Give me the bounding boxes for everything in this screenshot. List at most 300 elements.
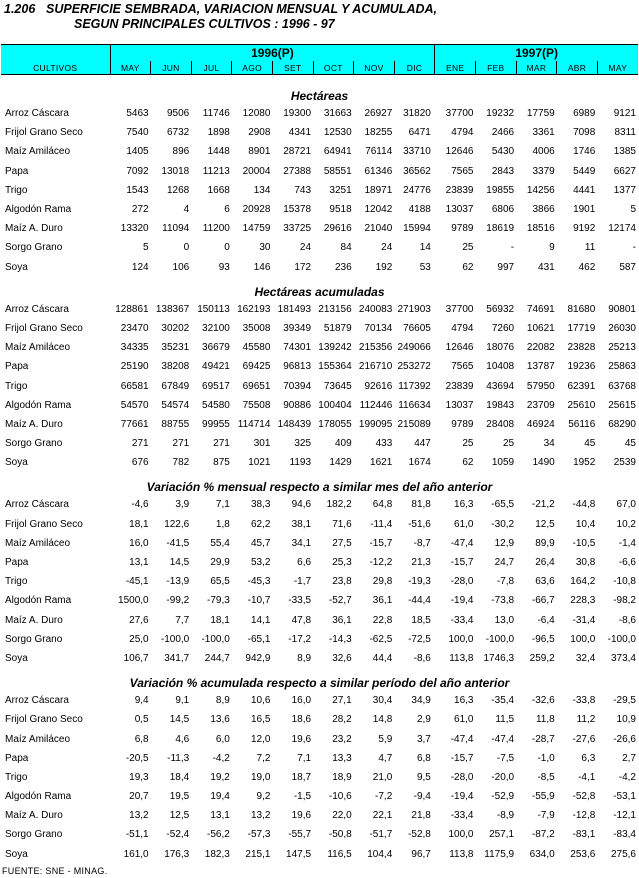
value-cell: 181493 <box>277 303 312 315</box>
value-cell: 0 <box>183 242 190 254</box>
value-cell: 15994 <box>403 223 431 235</box>
value-cell: 39349 <box>283 322 312 334</box>
value-cell: 5 <box>630 204 636 216</box>
value-cell: 64,8 <box>372 499 393 511</box>
month-header-5: OCT <box>313 61 354 75</box>
value-cell: 12646 <box>445 342 474 354</box>
crop-label: Arroz Cáscara <box>5 108 69 120</box>
value-cell: 96813 <box>283 361 312 373</box>
table-row <box>1 319 638 338</box>
value-cell: 56116 <box>568 418 596 430</box>
table-row <box>1 611 638 630</box>
month-header-4: SET <box>272 61 313 75</box>
value-cell: 18,1 <box>210 614 230 626</box>
crop-label: Frijol Grano Seco <box>5 518 83 530</box>
value-cell: -10,7 <box>247 595 271 607</box>
value-cell: -11,4 <box>370 518 393 530</box>
value-cell: 18255 <box>364 127 393 139</box>
month-header-0: MAY <box>110 61 151 75</box>
crop-label: Trigo <box>5 576 28 588</box>
value-cell: 18971 <box>364 184 393 196</box>
crop-label: Soya <box>5 652 28 664</box>
value-cell: 63768 <box>608 380 636 392</box>
table-row <box>1 515 638 534</box>
value-cell: 29,8 <box>372 576 393 588</box>
crop-label: Trigo <box>5 184 28 196</box>
value-cell: 88755 <box>161 418 190 430</box>
value-cell: 55,4 <box>210 537 230 549</box>
value-cell: 24776 <box>403 184 431 196</box>
value-cell: 19232 <box>486 108 515 120</box>
value-cell: -56,2 <box>207 829 230 841</box>
value-cell: -47,4 <box>450 733 474 745</box>
value-cell: 93 <box>218 261 230 273</box>
value-cell: 96,7 <box>411 848 431 860</box>
value-cell: -73,8 <box>491 595 515 607</box>
value-cell: 90801 <box>608 303 636 315</box>
value-cell: -15,7 <box>369 537 393 549</box>
value-cell: 1898 <box>207 127 230 139</box>
value-cell: 272 <box>131 204 149 216</box>
value-cell: 1490 <box>532 457 555 469</box>
value-cell: 5 <box>143 242 149 254</box>
value-cell: 31663 <box>323 108 352 120</box>
value-cell: 150113 <box>197 303 230 315</box>
value-cell: 14 <box>419 242 431 254</box>
month-header-12: MAY <box>597 61 638 75</box>
value-cell: 23828 <box>567 342 596 354</box>
value-cell: 49421 <box>202 361 230 373</box>
crop-label: Algodón Rama <box>5 399 72 411</box>
value-cell: 244,7 <box>204 652 230 664</box>
value-cell: 66581 <box>120 380 149 392</box>
value-cell: 2466 <box>491 127 515 139</box>
value-cell: 8,9 <box>215 695 230 707</box>
value-cell: 76114 <box>365 146 393 158</box>
value-cell: -33,8 <box>572 695 596 707</box>
value-cell: 45 <box>584 438 596 450</box>
value-cell: 3251 <box>329 184 352 196</box>
value-cell: 7565 <box>451 165 474 177</box>
value-cell: 19,2 <box>210 771 230 783</box>
value-cell: 27388 <box>283 165 312 177</box>
value-cell: -62,5 <box>369 633 393 645</box>
value-cell: 11,5 <box>495 714 515 726</box>
value-cell: 182,2 <box>326 499 352 511</box>
value-cell: 17719 <box>567 322 596 334</box>
value-cell: 2843 <box>491 165 515 177</box>
crop-label: Maíz A. Duro <box>5 223 63 235</box>
value-cell: -9,4 <box>413 791 431 803</box>
value-cell: 148439 <box>277 418 312 430</box>
value-cell: 409 <box>334 438 352 450</box>
value-cell: 215,1 <box>245 848 271 860</box>
value-cell: 57950 <box>526 380 555 392</box>
value-cell: 9789 <box>451 418 474 430</box>
table-row <box>1 691 638 710</box>
table-row <box>1 415 638 434</box>
value-cell: 9518 <box>329 204 352 216</box>
value-cell: 128861 <box>115 303 149 315</box>
value-cell: 4341 <box>288 127 312 139</box>
value-cell: 155364 <box>318 361 352 373</box>
value-cell: 100404 <box>318 399 352 411</box>
value-cell: 9192 <box>573 223 596 235</box>
value-cell: 27,6 <box>129 614 149 626</box>
value-cell: 37700 <box>445 108 474 120</box>
value-cell: 12042 <box>364 204 393 216</box>
value-cell: -65,5 <box>491 499 515 511</box>
value-cell: 1175,9 <box>484 848 515 860</box>
value-cell: 139242 <box>318 342 352 354</box>
value-cell: 216710 <box>358 361 393 373</box>
value-cell: 1059 <box>491 457 515 469</box>
value-cell: -52,8 <box>572 791 596 803</box>
crop-label: Papa <box>5 752 29 764</box>
value-cell: -33,5 <box>288 595 312 607</box>
value-cell: 10,4 <box>575 518 596 530</box>
table-row <box>1 825 638 844</box>
value-cell: 56932 <box>486 303 515 315</box>
value-cell: 1448 <box>207 146 230 158</box>
value-cell: 5449 <box>573 165 596 177</box>
table-row <box>1 200 638 219</box>
value-cell: 19855 <box>486 184 515 196</box>
table-row <box>1 162 638 181</box>
table-row <box>1 630 638 649</box>
value-cell: 12080 <box>242 108 271 120</box>
value-cell: 7092 <box>126 165 149 177</box>
value-cell: 1,8 <box>215 518 230 530</box>
value-cell: 743 <box>294 184 312 196</box>
value-cell: 34 <box>543 438 555 450</box>
crop-label: Frijol Grano Seco <box>5 714 83 726</box>
value-cell: 13,1 <box>210 810 230 822</box>
crop-label: Trigo <box>5 771 28 783</box>
value-cell: 24 <box>381 242 393 254</box>
value-cell: 19843 <box>486 399 515 411</box>
value-cell: -51,7 <box>369 829 393 841</box>
value-cell: 62391 <box>567 380 596 392</box>
value-cell: -99,2 <box>166 595 190 607</box>
value-cell: 896 <box>172 146 190 158</box>
value-cell: 0,5 <box>134 714 149 726</box>
value-cell: 10621 <box>526 322 555 334</box>
value-cell: 63,6 <box>535 576 555 588</box>
title-line-2: SEGUN PRINCIPALES CULTIVOS : 1996 - 97 <box>74 17 335 31</box>
value-cell: -12,2 <box>369 557 393 569</box>
value-cell: 25610 <box>567 399 596 411</box>
value-cell: 19,6 <box>291 733 312 745</box>
value-cell: 325 <box>294 438 312 450</box>
value-cell: 117392 <box>398 380 431 392</box>
value-cell: 25615 <box>608 399 636 411</box>
value-cell: 9 <box>549 242 555 254</box>
year-header-row <box>1 45 638 62</box>
value-cell: 3361 <box>532 127 555 139</box>
value-cell: 70134 <box>364 322 393 334</box>
value-cell: 11200 <box>202 223 230 235</box>
value-cell: 23470 <box>120 322 149 334</box>
value-cell: 12,5 <box>535 518 555 530</box>
value-cell: -1,5 <box>293 791 312 803</box>
value-cell: 23839 <box>445 184 474 196</box>
value-cell: 2,7 <box>622 752 636 764</box>
value-cell: 4006 <box>532 146 555 158</box>
value-cell: 33710 <box>403 146 431 158</box>
value-cell: -28,7 <box>531 733 555 745</box>
value-cell: 28408 <box>486 418 515 430</box>
section-header <box>1 277 638 300</box>
table-row <box>1 553 638 572</box>
value-cell: 1668 <box>207 184 230 196</box>
value-cell: 7,7 <box>175 614 190 626</box>
value-cell: 92616 <box>364 380 393 392</box>
table-row <box>1 710 638 729</box>
value-cell: 47,8 <box>291 614 312 626</box>
value-cell: -100,0 <box>485 633 515 645</box>
value-cell: 89,9 <box>535 537 555 549</box>
value-cell: 8311 <box>614 127 636 139</box>
value-cell: 24 <box>299 242 312 254</box>
crop-column-header: CULTIVOS <box>1 61 110 75</box>
value-cell: 9,2 <box>256 791 271 803</box>
value-cell: 3379 <box>532 165 555 177</box>
value-cell: 58551 <box>323 165 352 177</box>
table-row <box>1 181 638 200</box>
value-cell: 4794 <box>451 127 474 139</box>
crop-label: Papa <box>5 165 29 177</box>
table-row <box>1 495 638 514</box>
value-cell: 106,7 <box>123 652 149 664</box>
value-cell: 28721 <box>283 146 312 158</box>
value-cell: -33,4 <box>450 810 474 822</box>
value-cell: 36,1 <box>332 614 352 626</box>
value-cell: 13787 <box>526 361 555 373</box>
table-row <box>1 749 638 768</box>
value-cell: 1268 <box>166 184 190 196</box>
value-cell: 341,7 <box>164 652 190 664</box>
value-cell: 34335 <box>120 342 149 354</box>
value-cell: -17,2 <box>288 633 312 645</box>
value-cell: 271 <box>213 438 230 450</box>
value-cell: 249066 <box>397 342 431 354</box>
value-cell: 1901 <box>573 204 596 216</box>
value-cell: 70394 <box>283 380 312 392</box>
value-cell: 19,3 <box>129 771 149 783</box>
value-cell: 1377 <box>613 184 636 196</box>
value-cell: 90886 <box>283 399 312 411</box>
value-cell: 215356 <box>358 342 393 354</box>
crop-label: Arroz Cáscara <box>5 695 69 707</box>
value-cell: 275,6 <box>610 848 636 860</box>
value-cell: 1746,3 <box>483 652 515 664</box>
value-cell: 18,6 <box>291 714 312 726</box>
value-cell: -19,4 <box>450 791 474 803</box>
value-cell: 124 <box>131 261 149 273</box>
value-cell: -31,4 <box>572 614 596 626</box>
value-cell: 45580 <box>242 342 271 354</box>
value-cell: -7,9 <box>537 810 555 822</box>
month-header-3: AGO <box>232 61 273 75</box>
section-header <box>1 668 638 691</box>
value-cell: 26,4 <box>535 557 555 569</box>
value-cell: 253,6 <box>570 848 596 860</box>
table-row <box>1 649 638 668</box>
crop-label: Algodón Rama <box>5 595 72 607</box>
value-cell: 6,0 <box>215 733 230 745</box>
section-header <box>1 472 638 495</box>
value-cell: 18076 <box>486 342 515 354</box>
value-cell: 51879 <box>323 322 352 334</box>
year-1996-header: 1996(P) <box>110 45 435 62</box>
value-cell: 35231 <box>161 342 190 354</box>
value-cell: -51,6 <box>408 518 431 530</box>
value-cell: 782 <box>172 457 190 469</box>
value-cell: 27,5 <box>332 537 352 549</box>
value-cell: 5430 <box>491 146 515 158</box>
value-cell: 30,4 <box>372 695 393 707</box>
table-row <box>1 434 638 453</box>
table-row <box>1 219 638 238</box>
value-cell: -12,1 <box>613 810 636 822</box>
value-cell: -98,2 <box>613 595 636 607</box>
value-cell: -19,3 <box>408 576 431 588</box>
crop-table <box>1 44 638 864</box>
value-cell: 14,1 <box>250 614 271 626</box>
value-cell: 25 <box>502 438 515 450</box>
value-cell: 16,5 <box>250 714 271 726</box>
value-cell: 106 <box>172 261 190 273</box>
value-cell: 2,9 <box>416 714 431 726</box>
table-body <box>1 75 638 864</box>
value-cell: 23,8 <box>332 576 352 588</box>
crop-label: Frijol Grano Seco <box>5 127 83 139</box>
value-cell: 271 <box>172 438 190 450</box>
document-title <box>4 2 437 17</box>
table-row <box>1 845 638 864</box>
value-cell: -6,6 <box>618 557 636 569</box>
value-cell: 1952 <box>573 457 596 469</box>
value-cell: -44,4 <box>408 595 431 607</box>
value-cell: 36,1 <box>372 595 393 607</box>
crop-label: Maíz A. Duro <box>5 418 63 430</box>
table-row <box>1 258 638 277</box>
value-cell: 54574 <box>161 399 190 411</box>
value-cell: 19,0 <box>250 771 271 783</box>
value-cell: 18,5 <box>411 614 431 626</box>
value-cell: 11213 <box>202 165 230 177</box>
crop-label: Trigo <box>5 380 28 392</box>
value-cell: 253272 <box>397 361 431 373</box>
value-cell: 11 <box>584 242 596 254</box>
value-cell: 2908 <box>248 127 271 139</box>
value-cell: 1674 <box>408 457 431 469</box>
value-cell: -100,0 <box>160 633 190 645</box>
value-cell: 116,5 <box>327 848 352 860</box>
value-cell: 1543 <box>126 184 149 196</box>
section-title: Variación % acumulada respecto a similar período del año anterior <box>129 676 510 691</box>
value-cell: -52,9 <box>491 791 515 803</box>
crop-label: Papa <box>5 557 29 569</box>
value-cell: 14256 <box>526 184 555 196</box>
value-cell: 13018 <box>161 165 190 177</box>
value-cell: -8,6 <box>618 614 636 626</box>
value-cell: 61,0 <box>454 518 474 530</box>
value-cell: 21,3 <box>411 557 431 569</box>
value-cell: -51,1 <box>125 829 149 841</box>
section-title: Hectáreas <box>290 89 349 103</box>
value-cell: - <box>510 242 515 254</box>
value-cell: -87,2 <box>531 829 555 841</box>
value-cell: 22082 <box>526 342 555 354</box>
value-cell: 19,4 <box>210 791 230 803</box>
value-cell: 45 <box>624 438 636 450</box>
value-cell: 3,7 <box>416 733 431 745</box>
table-row <box>1 591 638 610</box>
value-cell: -79,3 <box>207 595 230 607</box>
value-cell: 14759 <box>242 223 271 235</box>
value-cell: 18,7 <box>291 771 312 783</box>
value-cell: 20928 <box>242 204 271 216</box>
value-cell: 35008 <box>242 322 271 334</box>
value-cell: 19,5 <box>169 791 190 803</box>
crop-label: Soya <box>5 457 28 469</box>
value-cell: -4,2 <box>618 771 636 783</box>
value-cell: 1193 <box>289 457 312 469</box>
value-cell: 240083 <box>358 303 393 315</box>
value-cell: -7,2 <box>375 791 393 803</box>
month-header-10: MAR <box>516 61 557 75</box>
value-cell: 65,5 <box>210 576 230 588</box>
value-cell: -4,6 <box>131 499 149 511</box>
value-cell: 64941 <box>323 146 352 158</box>
value-cell: 81680 <box>567 303 596 315</box>
value-cell: 34,1 <box>291 537 312 549</box>
value-cell: 77661 <box>120 418 149 430</box>
value-cell: 12646 <box>445 146 474 158</box>
value-cell: 122,6 <box>164 518 190 530</box>
value-cell: 875 <box>213 457 230 469</box>
value-cell: 12,9 <box>494 537 515 549</box>
value-cell: 11746 <box>202 108 230 120</box>
value-cell: 38208 <box>161 361 190 373</box>
table-row <box>1 396 638 415</box>
value-cell: 176,3 <box>164 848 190 860</box>
value-cell: 25190 <box>120 361 149 373</box>
value-cell: 16,0 <box>291 695 312 707</box>
value-cell: -45,1 <box>125 576 149 588</box>
value-cell: 32100 <box>202 322 230 334</box>
table-row <box>1 300 638 319</box>
value-cell: 13,0 <box>494 614 515 626</box>
value-cell: -52,8 <box>408 829 431 841</box>
crop-label: Algodón Rama <box>5 791 72 803</box>
table-number: 1.206 <box>4 2 36 16</box>
value-cell: 61346 <box>364 165 393 177</box>
value-cell: 271903 <box>397 303 431 315</box>
crop-label: Frijol Grano Seco <box>5 322 83 334</box>
value-cell: 0 <box>224 242 230 254</box>
value-cell: 182,3 <box>204 848 230 860</box>
value-cell: -96,5 <box>531 633 555 645</box>
value-cell: 34,9 <box>411 695 431 707</box>
section-title: Hectáreas acumuladas <box>254 284 385 299</box>
value-cell: 13037 <box>445 204 474 216</box>
section-title: Variación % mensual respecto a similar mes del año anterior <box>146 480 493 495</box>
value-cell: 213156 <box>318 303 352 315</box>
value-cell: 178055 <box>318 418 352 430</box>
